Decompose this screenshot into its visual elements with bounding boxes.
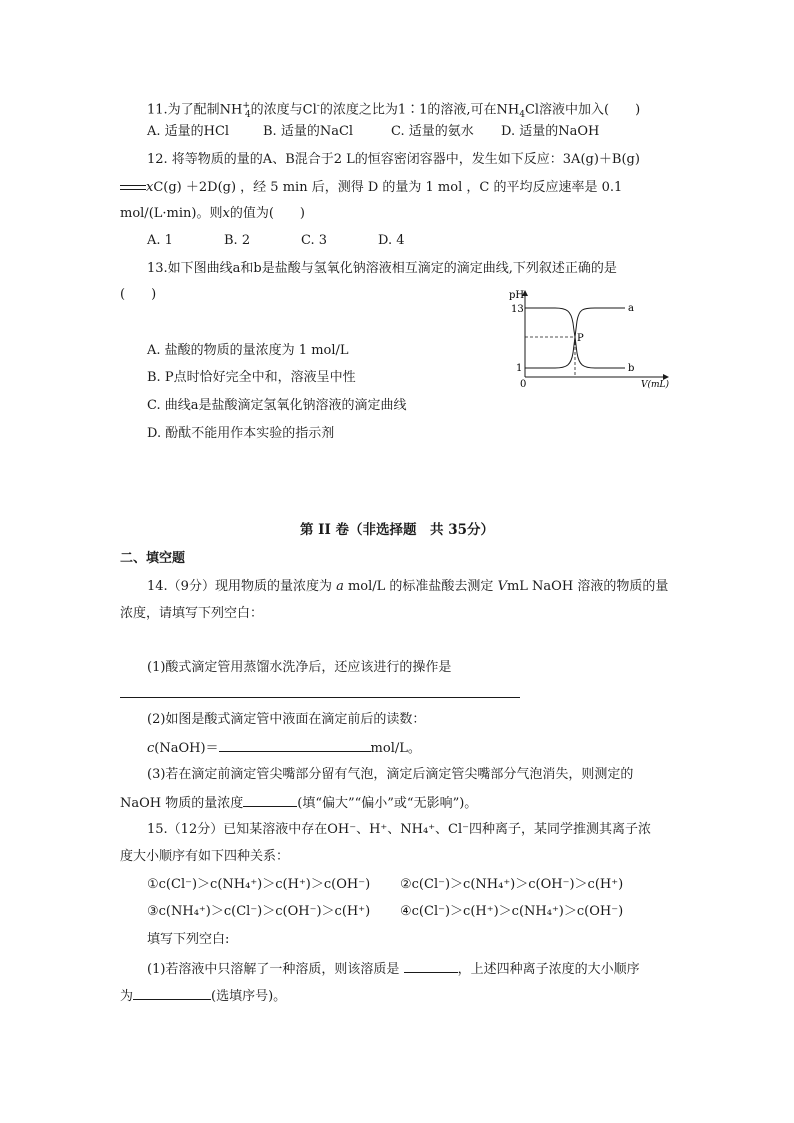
q12-option-d[interactable]: D. 4 bbox=[378, 233, 405, 248]
q14-stem-text: mol/L 的标准盐酸去测定 bbox=[343, 579, 498, 594]
q13-stem: 13.如下图曲线a和b是盐酸与氢氧化钠溶液相互滴定的滴定曲线,下列叙述正确的是 bbox=[147, 261, 617, 276]
q12-stem-line2 bbox=[120, 178, 622, 198]
q12-option-b[interactable]: B. 2 bbox=[224, 233, 251, 248]
q15-sub1-text: (1)若溶液中只溶解了一种溶质，则该溶质是 bbox=[147, 962, 404, 977]
q11-stem-text: 11.为了配制NH bbox=[147, 102, 243, 118]
q13-option-b[interactable]: B. P点时恰好完全中和，溶液呈中性 bbox=[147, 370, 356, 385]
subscript: 4 bbox=[244, 109, 251, 120]
q11-stem-text: 的浓度之比为1∶1的溶液,可在NH bbox=[319, 102, 520, 118]
q12-stem-text: mol/(L·min)。则 bbox=[120, 206, 223, 221]
q14-sub3-text: NaOH 物质的量浓度 bbox=[120, 796, 244, 811]
q14-stem-line2: 浓度，请填写下列空白： bbox=[120, 606, 264, 621]
q14-sub2-equation-text: (NaOH)＝ bbox=[154, 741, 219, 756]
variable-c: c bbox=[147, 741, 155, 756]
q12-stem-line3 bbox=[120, 204, 305, 224]
q15-stem-line1: 15.（12分）已知某溶液中存在OH⁻、H⁺、NH₄⁺、Cl⁻四种离子，某同学推测其离子浓 bbox=[147, 822, 652, 837]
q15-fill-prompt: 填写下列空白: bbox=[147, 932, 230, 947]
x-axis-label: V(mL) bbox=[641, 380, 670, 390]
y-axis-label: pH bbox=[509, 290, 525, 301]
q15-relation-3: ③c(NH₄⁺)＞c(Cl⁻)＞c(OH⁻)＞c(H⁺) bbox=[147, 904, 371, 919]
curve-a-label: a bbox=[628, 303, 634, 314]
point-p-label: P bbox=[577, 333, 584, 344]
variable-a: a bbox=[336, 579, 344, 594]
q13-stem-paren: ( ) bbox=[120, 287, 157, 302]
q11-option-d[interactable]: D. 适量的NaOH bbox=[501, 124, 600, 139]
q12-option-c[interactable]: C. 3 bbox=[301, 233, 328, 248]
q11-option-c[interactable]: C. 适量的氨水 bbox=[391, 124, 474, 139]
q11-stem bbox=[147, 96, 640, 125]
q14-sub1: (1)酸式滴定管用蒸馏水洗净后，还应该进行的操作是 bbox=[147, 660, 452, 675]
q15-relation-4: ④c(Cl⁻)＞c(H⁺)＞c(NH₄⁺)＞c(OH⁻) bbox=[400, 904, 624, 919]
q12-option-a[interactable]: A. 1 bbox=[147, 233, 173, 248]
q14-sub2-equation bbox=[147, 737, 421, 759]
variable-x: x bbox=[146, 180, 154, 195]
q11-option-a[interactable]: A. 适量的HCl bbox=[147, 124, 230, 139]
q14-stem-text: 14.（9分）现用物质的量浓度为 bbox=[147, 579, 337, 594]
y-tick-1: 1 bbox=[516, 363, 523, 374]
q15-sub1-line1 bbox=[147, 958, 640, 980]
q15-sub1-order-blank[interactable] bbox=[133, 985, 211, 1000]
q14-stem-text: mL NaOH 溶液的物质的量 bbox=[506, 579, 669, 594]
q15-relation-1: ①c(Cl⁻)＞c(NH₄⁺)＞c(H⁺)＞c(OH⁻) bbox=[147, 877, 371, 892]
q14-sub3-line2 bbox=[120, 792, 477, 814]
q14-sub2-answer-blank[interactable] bbox=[219, 737, 371, 752]
q13-option-d[interactable]: D. 酚酞不能用作本实验的指示剂 bbox=[147, 426, 335, 441]
q15-sub1-text: 为 bbox=[120, 989, 134, 1004]
x-origin-label: 0 bbox=[520, 379, 527, 390]
q11-stem-text: 的浓度与Cl bbox=[250, 102, 317, 118]
q14-sub3-answer-blank[interactable] bbox=[243, 792, 297, 807]
q12-stem-text: 的值为( ) bbox=[229, 206, 305, 221]
q15-sub1-text: (选填序号)。 bbox=[211, 989, 287, 1004]
q14-stem-line1 bbox=[147, 577, 668, 597]
subscript: 4 bbox=[519, 109, 525, 120]
superscript: - bbox=[316, 101, 320, 111]
q14-sub3-text: (填“偏大”“偏小”或“无影响”)。 bbox=[297, 796, 478, 811]
superscript: + bbox=[242, 101, 250, 111]
titration-chart bbox=[505, 283, 680, 393]
q11-stem-text: Cl溶液中加入( ) bbox=[524, 102, 641, 118]
q11-options bbox=[147, 122, 599, 142]
q13-option-a[interactable]: A. 盐酸的物质的量浓度为 1 mol/L bbox=[147, 343, 349, 358]
variable-v: V bbox=[497, 579, 507, 594]
q14-sub2-unit: mol/L。 bbox=[370, 741, 421, 756]
q12-stem-text: C(g) ＋2D(g) ，经 5 min 后，测得 D 的量为 1 mol ，C 的平均反应速率是 0.1 bbox=[153, 180, 623, 195]
section-title: 二、填空题 bbox=[120, 551, 186, 566]
q15-sub1-text: ，上述四种离子浓度的大小顺序 bbox=[457, 962, 640, 977]
q13-option-c[interactable]: C. 曲线a是盐酸滴定氢氧化钠溶液的滴定曲线 bbox=[147, 398, 407, 413]
equilibrium-arrow-icon bbox=[120, 183, 146, 193]
variable-x: x bbox=[222, 206, 230, 221]
curve-b-label: b bbox=[628, 363, 635, 374]
q15-stem-line2: 度大小顺序有如下四种关系： bbox=[120, 849, 290, 864]
q12-options bbox=[147, 231, 405, 251]
q15-relation-2: ②c(Cl⁻)＞c(NH₄⁺)＞c(OH⁻)＞c(H⁺) bbox=[400, 877, 624, 892]
q15-sub1-solute-blank[interactable] bbox=[404, 958, 458, 973]
q14-sub2: (2)如图是酸式滴定管中液面在滴定前后的读数： bbox=[147, 712, 426, 727]
q14-sub3-line1: (3)若在滴定前滴定管尖嘴部分留有气泡，滴定后滴定管尖嘴部分气泡消失，则测定的 bbox=[147, 767, 634, 782]
y-tick-13: 13 bbox=[511, 304, 524, 315]
q14-sub1-answer-blank[interactable] bbox=[120, 697, 520, 698]
q15-sub1-line2 bbox=[120, 985, 286, 1007]
part2-title: 第 II 卷（非选择题 共 35分） bbox=[299, 522, 495, 538]
q12-stem-line1: 12. 将等物质的量的A、B混合于2 L的恒容密闭容器中，发生如下反应：3A(g)＋B(g) bbox=[147, 152, 640, 167]
q11-option-b[interactable]: B. 适量的NaCl bbox=[263, 124, 354, 139]
